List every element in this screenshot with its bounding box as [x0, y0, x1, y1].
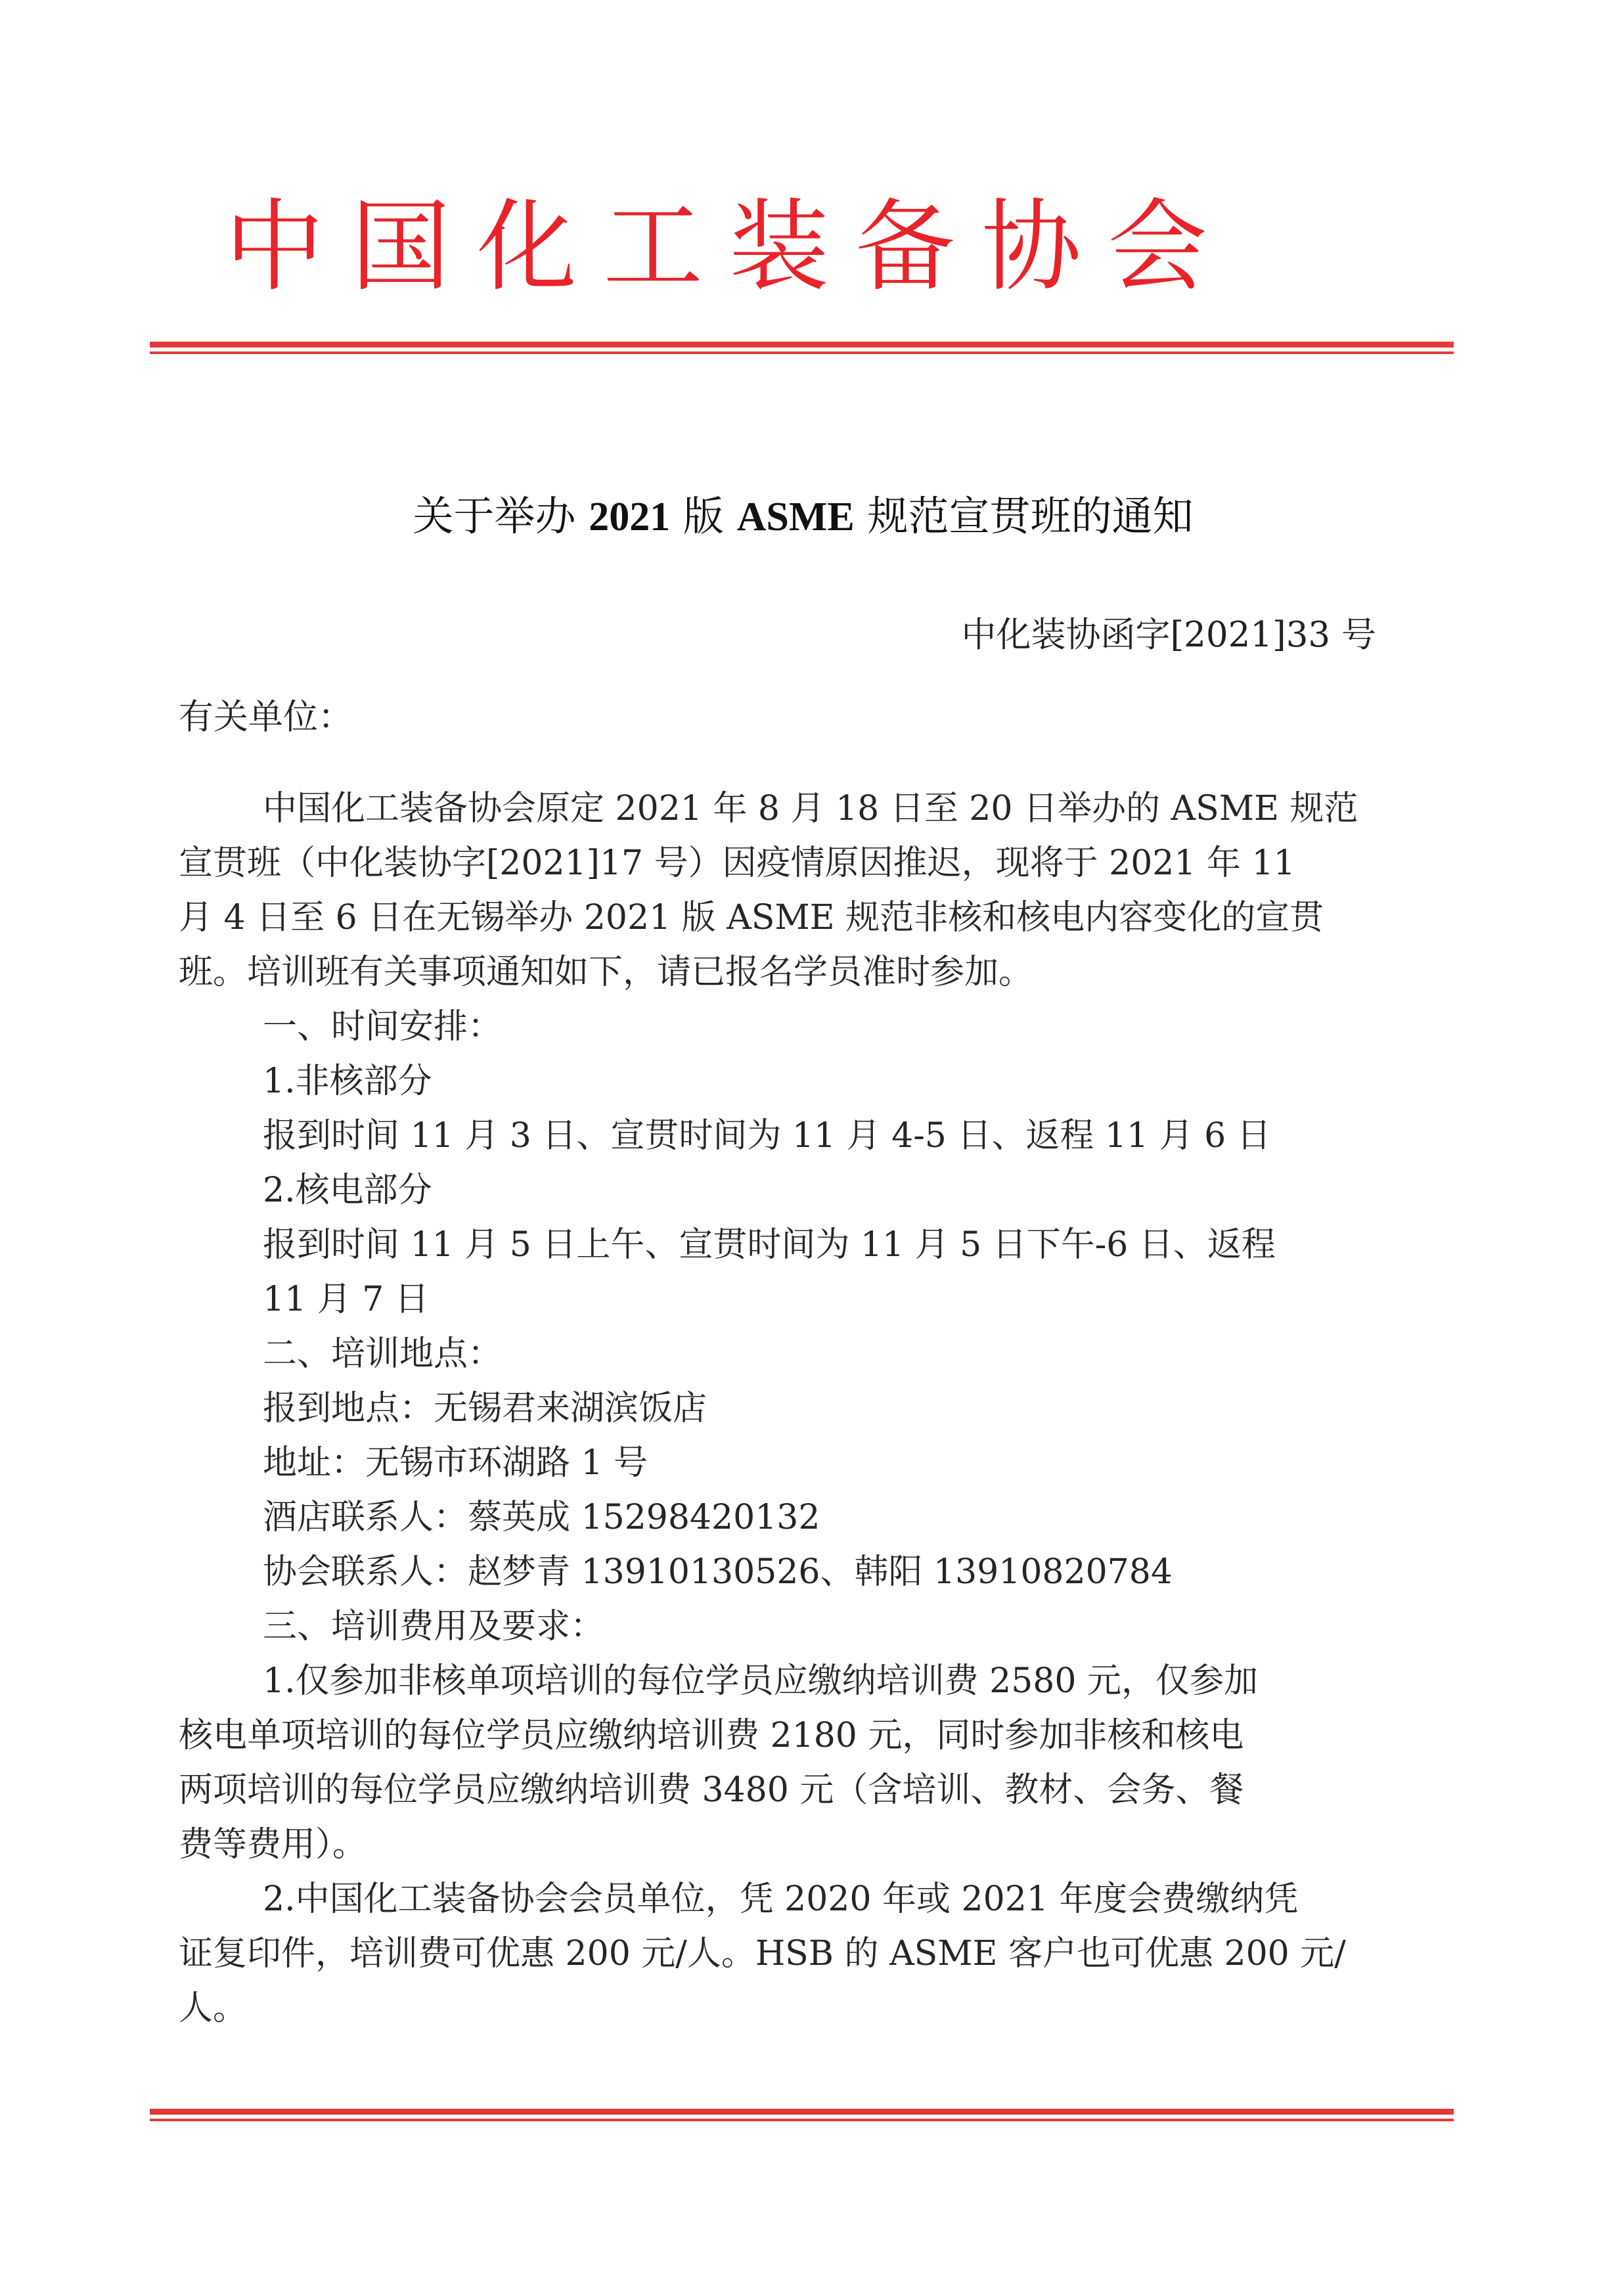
rule-thick-line	[150, 342, 1454, 348]
footer-rule	[150, 2109, 1454, 2121]
body-line: 中国化工装备协会原定 2021 年 8 月 18 日至 20 日举办的 ASME 规范	[263, 789, 1358, 828]
body-line: 人。	[179, 1989, 248, 2028]
body-line: 报到时间 11 月 3 日、宣贯时间为 11 月 4-5 日、返程 11 月 6 日	[263, 1116, 1271, 1156]
body-line: 费等费用）。	[179, 1825, 367, 1864]
notice-title	[151, 492, 1455, 540]
title-mid: 版	[683, 492, 724, 540]
body-line: 1.非核部分	[263, 1062, 432, 1101]
notice-body	[179, 782, 1440, 2036]
rule-thin-line	[150, 2119, 1454, 2121]
letterhead-org-name: 中国化工装备协会	[225, 189, 1234, 305]
document-number: 中化装协函字[2021]33 号	[961, 615, 1376, 655]
body-line: 协会联系人：赵梦青 13910130526、韩阳 13910820784	[263, 1552, 1173, 1592]
rule-thick-line	[150, 2109, 1454, 2115]
title-year: 2021	[589, 495, 671, 539]
body-line: 核电单项培训的每位学员应缴纳培训费 2180 元，同时参加非核和核电	[179, 1716, 1244, 1755]
body-line: 证复印件，培训费可优惠 200 元/人。HSB 的 ASME 客户也可优惠 200 元/	[179, 1934, 1346, 1973]
body-line: 报到时间 11 月 5 日上午、宣贯时间为 11 月 5 日下午-6 日、返程	[263, 1225, 1276, 1265]
section-heading-schedule: 一、时间安排：	[263, 1007, 503, 1047]
body-line: 宣贯班（中化装协字[2021]17 号）因疫情原因推迟，现将于 2021 年 11	[179, 844, 1295, 883]
body-line: 2.中国化工装备协会会员单位，凭 2020 年或 2021 年度会费缴纳凭	[263, 1880, 1299, 1919]
title-asme: ASME	[736, 495, 855, 539]
body-line: 11 月 7 日	[263, 1280, 429, 1319]
body-line: 酒店联系人：蔡英成 15298420132	[263, 1498, 820, 1537]
body-line: 1.仅参加非核单项培训的每位学员应缴纳培训费 2580 元，仅参加	[263, 1661, 1259, 1701]
body-line: 地址：无锡市环湖路 1 号	[263, 1443, 648, 1483]
body-line: 2.核电部分	[263, 1171, 432, 1210]
section-heading-location: 二、培训地点：	[263, 1334, 503, 1374]
salutation: 有关单位：	[179, 697, 353, 737]
section-heading-fees: 三、培训费用及要求：	[263, 1607, 605, 1646]
body-line: 月 4 日至 6 日在无锡举办 2021 版 ASME 规范非核和核电内容变化的宣贯	[179, 898, 1324, 937]
body-line: 两项培训的每位学员应缴纳培训费 3480 元（含培训、教材、会务、餐	[179, 1770, 1244, 1810]
title-prefix: 关于举办	[413, 492, 576, 540]
letterhead-top-rule	[150, 342, 1454, 354]
title-suffix: 规范宣贯班的通知	[867, 492, 1194, 540]
body-line: 班。培训班有关事项通知如下，请已报名学员准时参加。	[179, 953, 1033, 992]
body-line: 报到地点：无锡君来湖滨饭店	[263, 1389, 707, 1428]
rule-thin-line	[150, 351, 1454, 354]
